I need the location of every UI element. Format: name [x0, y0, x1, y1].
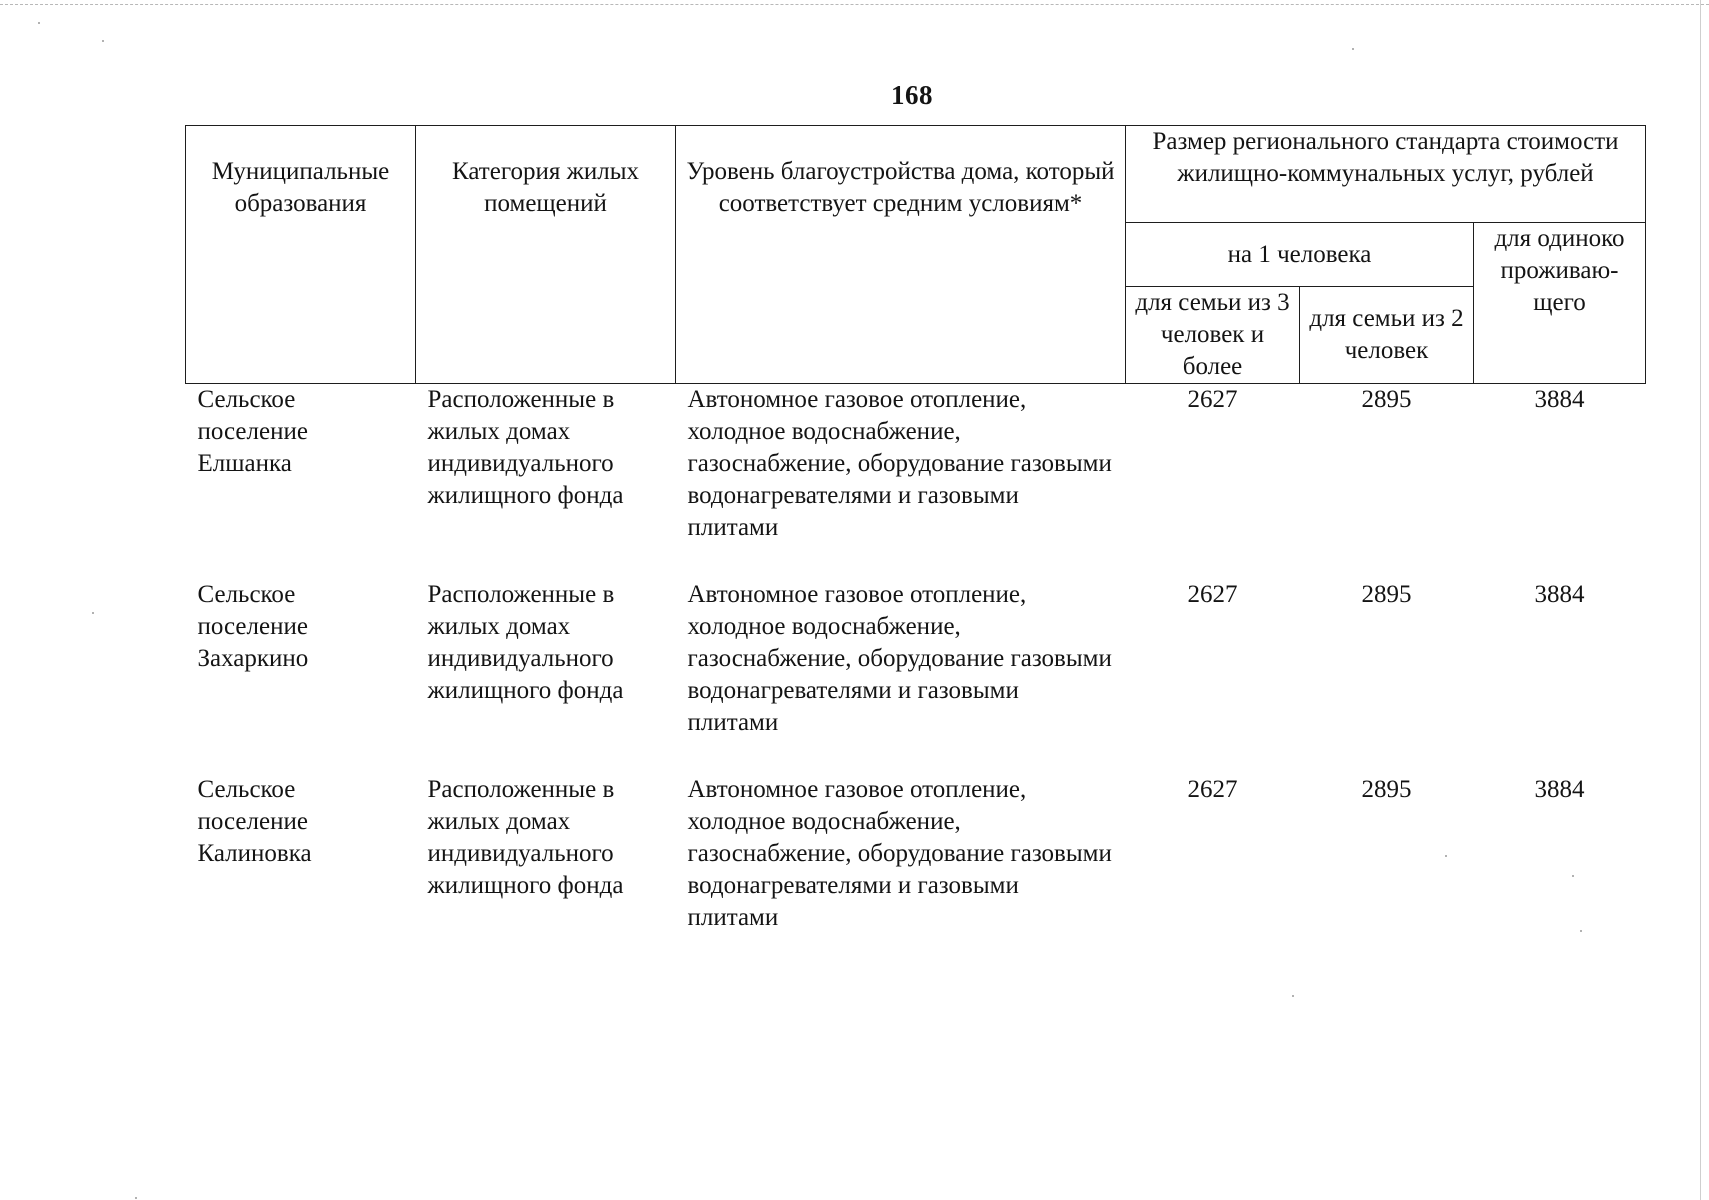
header-category: Категория жилых помещений: [416, 126, 676, 384]
table-row: [186, 579, 1646, 774]
cell-amenity-level: Автономное газовое отопление, холодное водоснабжение, газоснабжение, оборудование газовыми водонагревателями и газовыми плитами: [687, 776, 1112, 931]
cell-family-3-plus: 2627: [1187, 581, 1238, 608]
scan-speck: [92, 612, 94, 614]
scan-artifact-right-edge: [1700, 0, 1701, 1200]
cell-municipality: Сельское поселение Елшанка: [197, 386, 308, 477]
scan-speck: [38, 22, 40, 24]
cell-category: Расположенные в жилых домах индивидуального жилищного фонда: [427, 581, 624, 704]
cell-amenity-level: Автономное газовое отопление, холодное водоснабжение, газоснабжение, оборудование газовыми водонагревателями и газовыми плитами: [687, 581, 1112, 736]
header-standard-group: Размер регионального стандарта стоимости жилищно-коммунальных услуг, рублей: [1126, 126, 1646, 223]
cell-municipality: Сельское поселение Калиновка: [197, 776, 312, 867]
scan-speck: [135, 1197, 137, 1199]
header-amenity-level: Уровень благоустройства дома, который соответствует средним условиям*: [676, 126, 1126, 384]
cell-single: 3884: [1534, 386, 1585, 413]
table-row: [186, 384, 1646, 580]
page-number: 168: [891, 80, 933, 110]
cell-single: 3884: [1534, 581, 1585, 608]
cell-single: 3884: [1534, 776, 1585, 803]
table-header: [186, 126, 1646, 384]
cell-family-3-plus: 2627: [1187, 386, 1238, 413]
table-body: [186, 384, 1646, 970]
cell-category: Расположенные в жилых домах индивидуального жилищного фонда: [427, 386, 624, 509]
cell-family-2: 2895: [1361, 386, 1412, 413]
header-municipality: Муниципальные образования: [186, 126, 416, 384]
scan-speck: [1292, 995, 1294, 997]
table-row: [186, 774, 1646, 969]
cell-family-2: 2895: [1361, 776, 1412, 803]
header-family-3-plus: для семьи из 3 человек и более: [1126, 287, 1300, 384]
regional-standard-table: [185, 125, 1646, 969]
header-family-2: для семьи из 2 человек: [1300, 287, 1474, 384]
cell-family-3-plus: 2627: [1187, 776, 1238, 803]
cell-amenity-level: Автономное газовое отопление, холодное водоснабжение, газоснабжение, оборудование газовыми водонагревателями и газовыми плитами: [687, 386, 1112, 541]
header-single-resident: для одиноко проживаю-щего: [1474, 223, 1646, 384]
scan-speck: [102, 40, 104, 42]
header-per-person: на 1 человека: [1126, 223, 1474, 287]
scan-artifact-top-line: [0, 4, 1709, 5]
scan-speck: [1352, 48, 1354, 50]
cell-family-2: 2895: [1361, 581, 1412, 608]
cell-municipality: Сельское поселение Захаркино: [197, 581, 309, 672]
cell-category: Расположенные в жилых домах индивидуального жилищного фонда: [427, 776, 624, 899]
